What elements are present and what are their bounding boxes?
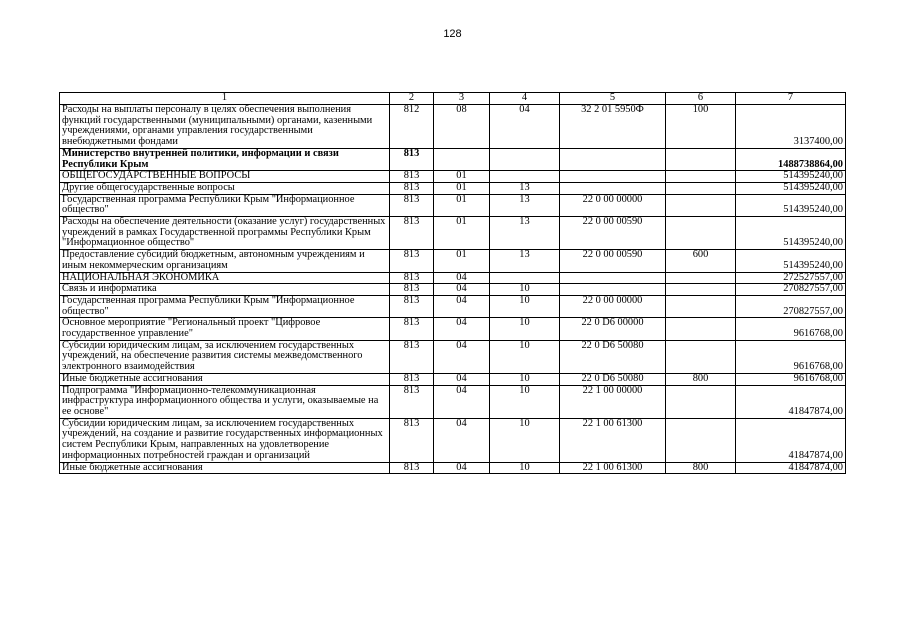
row-subsection	[490, 148, 560, 170]
row-amount: 9616768,00	[736, 340, 846, 373]
row-subsection: 10	[490, 295, 560, 317]
row-expense-type: 800	[666, 373, 736, 385]
row-name: Другие общегосударственные вопросы	[60, 182, 390, 194]
table-row	[60, 418, 846, 462]
row-name: Субсидии юридическим лицам, за исключением государственных учреждений, на обеспечение развития системы межведомственного электронного взаимодействия	[60, 340, 390, 373]
row-section: 04	[434, 340, 490, 373]
row-admin-code: 813	[390, 182, 434, 194]
row-section: 04	[434, 295, 490, 317]
row-admin-code: 813	[390, 340, 434, 373]
row-subsection: 10	[490, 418, 560, 462]
row-amount: 514395240,00	[736, 217, 846, 250]
row-section: 04	[434, 373, 490, 385]
table-row	[60, 105, 846, 149]
table-row	[60, 217, 846, 250]
row-section: 01	[434, 171, 490, 183]
row-name: ОБЩЕГОСУДАРСТВЕННЫЕ ВОПРОСЫ	[60, 171, 390, 183]
row-admin-code: 813	[390, 217, 434, 250]
row-subsection: 10	[490, 340, 560, 373]
row-name: Субсидии юридическим лицам, за исключением государственных учреждений, на создание и развитие государственных информационных систем Республики Крым, направленных на удовлетворение информационных потребностей граждан и организаций	[60, 418, 390, 462]
row-name: Иные бюджетные ассигнования	[60, 373, 390, 385]
row-expense-type	[666, 318, 736, 340]
row-amount: 41847874,00	[736, 418, 846, 462]
row-target-article	[560, 182, 666, 194]
header-col-7: 7	[736, 93, 846, 105]
row-name: Государственная программа Республики Крым "Информационное общество"	[60, 295, 390, 317]
row-subsection	[490, 171, 560, 183]
table-row	[60, 171, 846, 183]
row-amount: 9616768,00	[736, 373, 846, 385]
row-admin-code: 813	[390, 148, 434, 170]
row-amount: 270827557,00	[736, 284, 846, 296]
row-subsection: 13	[490, 250, 560, 272]
row-admin-code: 813	[390, 418, 434, 462]
table-row	[60, 295, 846, 317]
row-expense-type	[666, 182, 736, 194]
row-expense-type: 100	[666, 105, 736, 149]
row-section: 04	[434, 318, 490, 340]
row-amount: 272527557,00	[736, 272, 846, 284]
row-target-article: 22 0 00 00000	[560, 295, 666, 317]
row-admin-code: 813	[390, 295, 434, 317]
header-col-5: 5	[560, 93, 666, 105]
table-row	[60, 462, 846, 474]
budget-table	[59, 92, 846, 474]
row-target-article: 22 0 D6 50080	[560, 340, 666, 373]
row-target-article: 22 1 00 00000	[560, 385, 666, 418]
row-amount: 514395240,00	[736, 182, 846, 194]
row-expense-type	[666, 340, 736, 373]
row-amount: 41847874,00	[736, 385, 846, 418]
row-section: 01	[434, 182, 490, 194]
row-subsection: 13	[490, 194, 560, 216]
row-target-article: 22 0 D6 00000	[560, 318, 666, 340]
row-admin-code: 813	[390, 462, 434, 474]
table-row	[60, 340, 846, 373]
row-expense-type: 600	[666, 250, 736, 272]
row-name: Иные бюджетные ассигнования	[60, 462, 390, 474]
row-expense-type	[666, 194, 736, 216]
row-name: Расходы на обеспечение деятельности (оказание услуг) государственных учреждений в рамках Государственной программы Республики Крым "Информационное общество"	[60, 217, 390, 250]
row-name: Основное мероприятие "Региональный проект "Цифровое государственное управление"	[60, 318, 390, 340]
row-amount: 514395240,00	[736, 194, 846, 216]
row-target-article: 22 0 00 00590	[560, 217, 666, 250]
table-row	[60, 250, 846, 272]
row-name: Министерство внутренней политики, информации и связи Республики Крым	[60, 148, 390, 170]
table-row	[60, 182, 846, 194]
row-target-article: 22 1 00 61300	[560, 462, 666, 474]
row-subsection: 10	[490, 373, 560, 385]
row-admin-code: 813	[390, 284, 434, 296]
row-name: Предоставление субсидий бюджетным, автономным учреждениям и иным некоммерческим организациям	[60, 250, 390, 272]
row-admin-code: 813	[390, 194, 434, 216]
row-subsection: 13	[490, 182, 560, 194]
row-target-article	[560, 284, 666, 296]
row-subsection: 10	[490, 385, 560, 418]
row-amount: 514395240,00	[736, 171, 846, 183]
row-amount: 270827557,00	[736, 295, 846, 317]
row-section: 04	[434, 272, 490, 284]
row-subsection	[490, 272, 560, 284]
row-target-article	[560, 148, 666, 170]
row-subsection: 13	[490, 217, 560, 250]
row-name: Подпрограмма "Информационно-телекоммуникационная инфраструктура информационного общества и услуги, оказываемые на ее основе"	[60, 385, 390, 418]
row-subsection: 04	[490, 105, 560, 149]
row-expense-type	[666, 217, 736, 250]
row-admin-code: 813	[390, 373, 434, 385]
row-target-article: 22 0 D6 50080	[560, 373, 666, 385]
table-row	[60, 148, 846, 170]
row-expense-type	[666, 148, 736, 170]
row-expense-type	[666, 295, 736, 317]
header-col-6: 6	[666, 93, 736, 105]
row-expense-type: 800	[666, 462, 736, 474]
table-row	[60, 284, 846, 296]
row-admin-code: 813	[390, 272, 434, 284]
table-row	[60, 194, 846, 216]
row-amount: 1488738864,00	[736, 148, 846, 170]
header-col-2: 2	[390, 93, 434, 105]
row-section: 01	[434, 194, 490, 216]
row-name: Расходы на выплаты персоналу в целях обеспечения выполнения функций государственными (муниципальными) органами, казенными учреждениями, органами управления государственными внебюджетными фондами	[60, 105, 390, 149]
row-section	[434, 148, 490, 170]
row-target-article: 22 0 00 00000	[560, 194, 666, 216]
row-section: 08	[434, 105, 490, 149]
row-target-article: 32 2 01 5950Ф	[560, 105, 666, 149]
row-admin-code: 813	[390, 171, 434, 183]
page-number: 128	[443, 28, 462, 40]
row-section: 01	[434, 217, 490, 250]
row-section: 04	[434, 385, 490, 418]
row-amount: 41847874,00	[736, 462, 846, 474]
row-name: Связь и информатика	[60, 284, 390, 296]
row-target-article: 22 1 00 61300	[560, 418, 666, 462]
table-row	[60, 373, 846, 385]
row-amount: 9616768,00	[736, 318, 846, 340]
row-subsection: 10	[490, 462, 560, 474]
row-target-article	[560, 272, 666, 284]
row-expense-type	[666, 272, 736, 284]
row-amount: 514395240,00	[736, 250, 846, 272]
row-expense-type	[666, 171, 736, 183]
row-admin-code: 813	[390, 250, 434, 272]
row-admin-code: 813	[390, 318, 434, 340]
table-row	[60, 385, 846, 418]
table-row	[60, 272, 846, 284]
table-header-row	[60, 93, 846, 105]
header-col-1: 1	[60, 93, 390, 105]
row-section: 01	[434, 250, 490, 272]
row-admin-code: 813	[390, 385, 434, 418]
row-section: 04	[434, 418, 490, 462]
row-name: Государственная программа Республики Крым "Информационное общество"	[60, 194, 390, 216]
row-target-article: 22 0 00 00590	[560, 250, 666, 272]
row-amount: 3137400,00	[736, 105, 846, 149]
header-col-3: 3	[434, 93, 490, 105]
row-expense-type	[666, 385, 736, 418]
row-subsection: 10	[490, 284, 560, 296]
row-section: 04	[434, 284, 490, 296]
row-subsection: 10	[490, 318, 560, 340]
row-expense-type	[666, 284, 736, 296]
row-name: НАЦИОНАЛЬНАЯ ЭКОНОМИКА	[60, 272, 390, 284]
row-admin-code: 812	[390, 105, 434, 149]
table-row	[60, 318, 846, 340]
row-target-article	[560, 171, 666, 183]
header-col-4: 4	[490, 93, 560, 105]
row-expense-type	[666, 418, 736, 462]
row-section: 04	[434, 462, 490, 474]
